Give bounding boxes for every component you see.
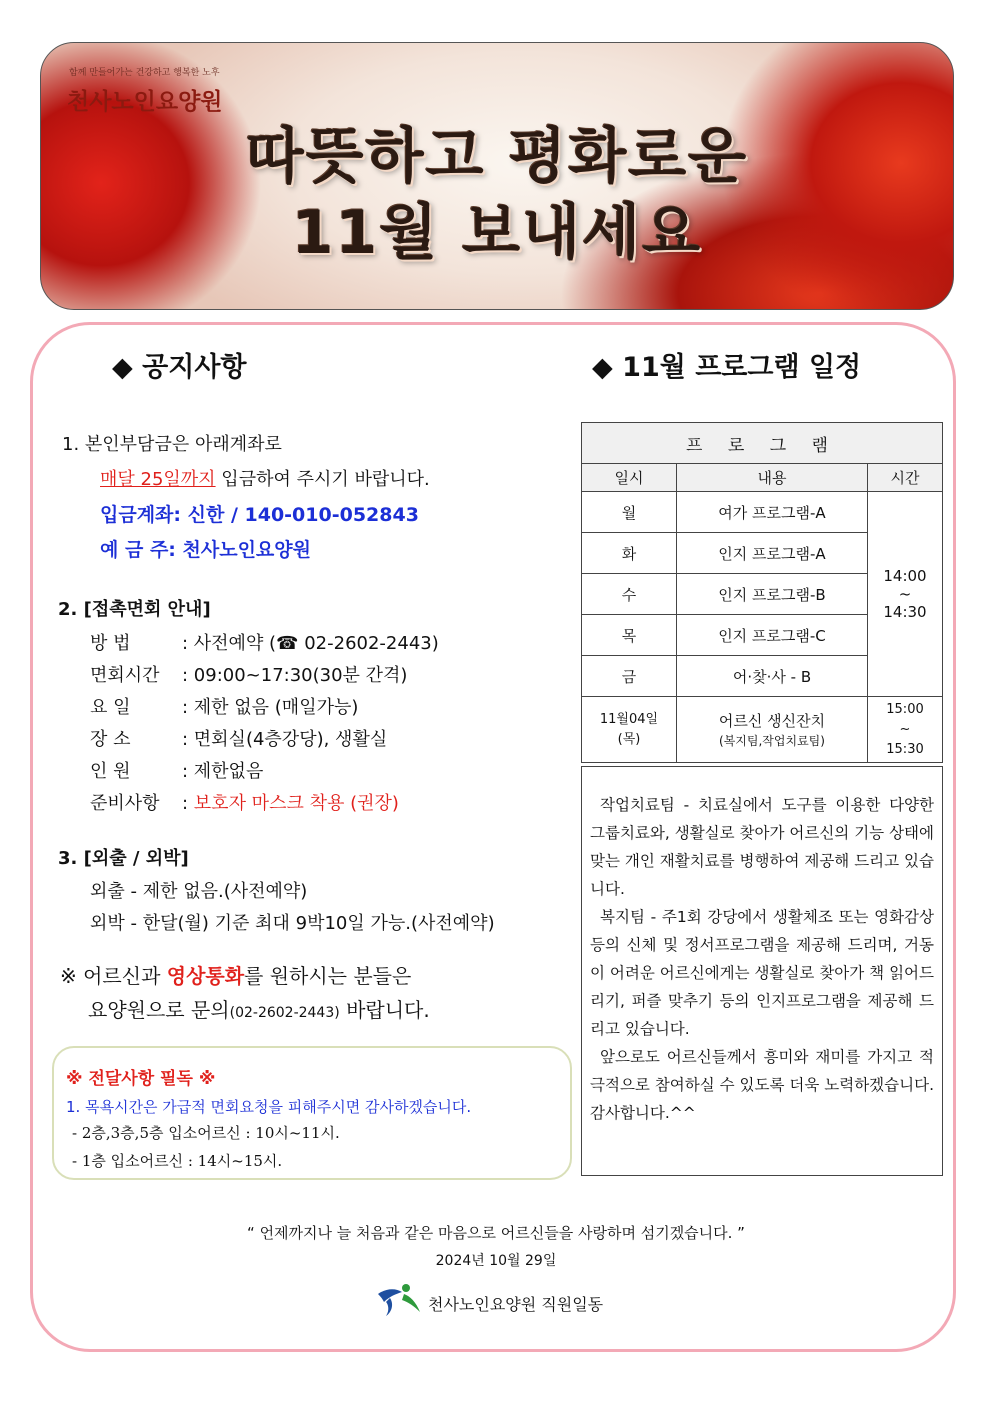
account-holder: 예 금 주: 천사노인요양원 xyxy=(100,539,311,561)
footer-date: 2024년 10월 29일 xyxy=(435,1253,557,1269)
special-date-cell xyxy=(582,697,677,763)
visit-value: : 제한없음 xyxy=(182,761,264,782)
mask-requirement: 보호자 마스크 착용 (권장) xyxy=(193,793,399,814)
regular-time-start: 14:00 xyxy=(883,567,927,585)
outing-line1: 외출 - 제한 없음.(사전예약) xyxy=(90,881,308,902)
description-ot: 작업치료팀 - 치료실에서 도구를 이용한 다양한 그룹치료와, 생활실로 찾아가 어르신의 기능 상태에 맞는 개인 재활치료를 병행하여 제공해 드리고 있습니다. xyxy=(590,796,934,898)
visit-value: : 면회실(4층강당), 생활실 xyxy=(182,729,388,750)
visit-value: : 09:00~17:30(30분 간격) xyxy=(182,665,408,686)
row-content: 인지 프로그램-B xyxy=(677,574,868,615)
angel-logo-icon xyxy=(376,1282,422,1322)
notice-heading: ◆ 공지사항 xyxy=(112,352,247,383)
regular-time-sep: ~ xyxy=(898,585,912,603)
banner-org-name: 천사노인요양원 xyxy=(67,89,223,115)
program-table-title: 프 로 그 램 xyxy=(582,423,943,464)
notes-title: ※ 전달사항 필독 ※ xyxy=(66,1069,216,1089)
special-time-sep: ~ xyxy=(899,721,911,737)
banner-title-line2: 11월 보내세요 xyxy=(291,198,703,268)
bank-account: 입금계좌: 신한 / 140-010-052843 xyxy=(100,504,419,526)
visit-row-prep xyxy=(90,789,399,815)
visit-key: 면회시간 xyxy=(90,665,160,686)
row-content: 인지 프로그램-A xyxy=(677,533,868,574)
footer-quote: “ 언제까지나 늘 처음과 같은 마음으로 어르신들을 사랑하며 섬기겠습니다. ” xyxy=(247,1224,745,1242)
footer-signature: 천사노인요양원 직원일동 xyxy=(428,1295,604,1314)
row-day: 수 xyxy=(582,574,677,615)
special-content: 어르신 생신잔치 xyxy=(718,711,826,730)
row-content: 인지 프로그램-C xyxy=(677,615,868,656)
visit-key: 인 원 xyxy=(90,761,131,782)
video-call-line2 xyxy=(88,994,430,1023)
col-content: 내용 xyxy=(677,464,868,492)
video-suffix: 를 원하시는 분들은 xyxy=(244,964,412,988)
special-time-cell xyxy=(868,697,943,763)
col-time: 시간 xyxy=(868,464,943,492)
visit-row-people xyxy=(90,757,263,783)
visit-colon: : xyxy=(182,793,194,814)
special-sub: (복지팀,작업치료팀) xyxy=(719,733,825,748)
visit-row-day xyxy=(90,693,358,719)
col-date: 일시 xyxy=(582,464,677,492)
special-time-start: 15:00 xyxy=(886,701,924,717)
row-day: 화 xyxy=(582,533,677,574)
visit-guide-title: 2. [접촉면회 안내] xyxy=(58,599,211,620)
notes-line1: 1. 목욕시간은 가급적 면회요청을 피해주시면 감사하겠습니다. xyxy=(66,1098,472,1116)
visit-key: 방 법 xyxy=(90,633,131,654)
special-weekday: (목) xyxy=(617,731,641,747)
row-day: 월 xyxy=(582,492,677,533)
video-phone: (02-2602-2443) xyxy=(229,1005,340,1021)
visit-key: 장 소 xyxy=(90,729,131,750)
visit-key: 요 일 xyxy=(90,697,131,718)
regular-time-end: 14:30 xyxy=(883,603,927,621)
visit-row-method xyxy=(90,629,439,655)
header-banner xyxy=(40,42,954,310)
program-heading: ◆ 11월 프로그램 일정 xyxy=(592,352,862,383)
row-day: 목 xyxy=(582,615,677,656)
row-day: 금 xyxy=(582,656,677,697)
video-highlight: 영상통화 xyxy=(166,964,245,988)
notes-line2: - 2층,3층,5층 입소어르신 : 10시~11시. xyxy=(72,1124,340,1142)
program-description xyxy=(581,766,943,1176)
payment-deadline: 매달 25일까지 xyxy=(100,469,216,490)
description-welfare: 복지팀 - 주1회 강당에서 생활체조 또는 영화감상 등의 신체 및 정서프로그램을 제공해 드리며, 거동이 어려운 어르신에게는 생활실로 찾아가 책 읽어드리기, 퍼즐 맞추기 등의 인지프로그램을 제공해 드리고 있습니다. xyxy=(590,908,934,1038)
video-line2-a: 요양원으로 문의 xyxy=(88,998,230,1022)
special-content-cell xyxy=(677,697,868,763)
description-closing: 앞으로도 어르신들께서 흥미와 재미를 가지고 적극적으로 참여하실 수 있도록 더욱 노력하겠습니다. 감사합니다.^^ xyxy=(590,1048,934,1122)
banner-title-line1: 따뜻하고 평화로운 xyxy=(245,122,749,192)
program-table xyxy=(581,422,943,763)
special-date: 11월04일 xyxy=(599,711,659,727)
video-prefix: ※ 어르신과 xyxy=(60,964,167,988)
video-line2-b: 바랍니다. xyxy=(339,998,430,1022)
visit-row-time xyxy=(90,661,407,687)
notice-item1-line2 xyxy=(100,465,430,491)
notice-item1-line2-rest: 입금하여 주시기 바랍니다. xyxy=(215,469,430,490)
visit-key: 준비사항 xyxy=(90,793,160,814)
banner-tagline: 함께 만들어가는 건강하고 행복한 노후 xyxy=(69,68,220,78)
row-content: 어·찾·사 - B xyxy=(677,656,868,697)
outing-title: 3. [외출 / 외박] xyxy=(58,848,189,869)
notice-item1-line1: 1. 본인부담금은 아래계좌로 xyxy=(62,434,282,455)
visit-row-place xyxy=(90,725,387,751)
video-call-line1 xyxy=(60,960,411,989)
visit-value: : 사전예약 (☎ 02-2602-2443) xyxy=(182,633,439,654)
special-time-end: 15:30 xyxy=(886,741,924,757)
row-content: 여가 프로그램-A xyxy=(677,492,868,533)
regular-time-cell xyxy=(868,492,943,697)
visit-value: : 제한 없음 (매일가능) xyxy=(182,697,359,718)
outing-line2: 외박 - 한달(월) 기준 최대 9박10일 가능.(사전예약) xyxy=(90,913,495,934)
notes-line3: - 1층 입소어르신 : 14시~15시. xyxy=(72,1152,283,1170)
